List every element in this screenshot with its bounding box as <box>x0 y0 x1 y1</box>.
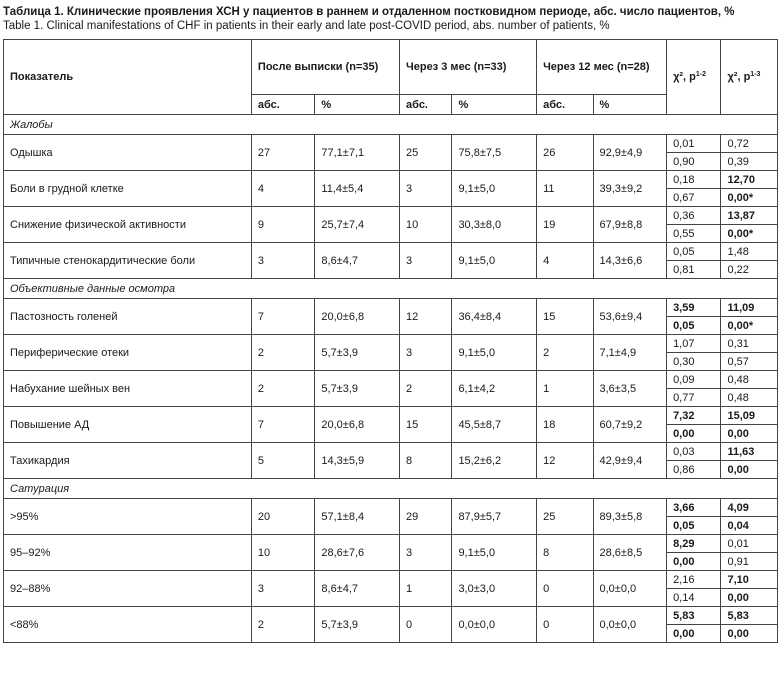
p-value-1-2: 0,05 <box>667 317 721 335</box>
pct-after: 77,1±7,1 <box>315 135 400 171</box>
table-row <box>4 207 778 225</box>
table-caption <box>3 0 778 33</box>
header-abs-3: абс. <box>537 95 593 115</box>
pct-3m: 75,8±7,5 <box>452 135 537 171</box>
pct-3m: 15,2±6,2 <box>452 443 537 479</box>
header-12-months: Через 12 мес (n=28) <box>537 40 667 95</box>
table-row <box>4 299 778 317</box>
chi2-1-2: 0,18 <box>667 171 721 189</box>
abs-3m: 1 <box>400 571 452 607</box>
chi2-1-3: 15,09 <box>721 407 778 425</box>
chi2-1-3: 4,09 <box>721 499 778 517</box>
p-value-1-3: 0,04 <box>721 517 778 535</box>
table-row <box>4 171 778 189</box>
pct-3m: 3,0±3,0 <box>452 571 537 607</box>
chi2-1-3: 0,72 <box>721 135 778 153</box>
table-row <box>4 571 778 589</box>
chi2-1-2: 1,07 <box>667 335 721 353</box>
p-value-1-2: 0,90 <box>667 153 721 171</box>
chi2-1-2: 0,36 <box>667 207 721 225</box>
header-indicator: Показатель <box>4 40 252 115</box>
chi2-1-2: 3,66 <box>667 499 721 517</box>
p-value-1-2: 0,14 <box>667 589 721 607</box>
pct-3m: 9,1±5,0 <box>452 335 537 371</box>
p-value-1-3: 0,00 <box>721 425 778 443</box>
header-abs-1: абс. <box>251 95 314 115</box>
p-value-1-2: 0,86 <box>667 461 721 479</box>
caption-en: Table 1. Clinical manifestations of CHF in patients in their early and late post-COVID period, abs. number of patients, % <box>3 20 610 32</box>
header-chi-1-2-sup: 1-2 <box>695 71 707 78</box>
pct-12m: 0,0±0,0 <box>593 571 667 607</box>
abs-12m: 15 <box>537 299 593 335</box>
clinical-table <box>3 39 778 643</box>
section-title: Жалобы <box>4 115 778 135</box>
abs-3m: 3 <box>400 243 452 279</box>
header-chi-1-3-text: χ², p <box>727 71 751 83</box>
pct-after: 28,6±7,6 <box>315 535 400 571</box>
chi2-1-3: 0,01 <box>721 535 778 553</box>
row-name: Набухание шейных вен <box>4 371 252 407</box>
p-value-1-3: 0,00* <box>721 225 778 243</box>
pct-12m: 89,3±5,8 <box>593 499 667 535</box>
abs-after: 20 <box>251 499 314 535</box>
chi2-1-2: 0,01 <box>667 135 721 153</box>
pct-after: 8,6±4,7 <box>315 243 400 279</box>
pct-12m: 14,3±6,6 <box>593 243 667 279</box>
chi2-1-3: 1,48 <box>721 243 778 261</box>
row-name: Тахикардия <box>4 443 252 479</box>
table-row <box>4 535 778 553</box>
p-value-1-3: 0,48 <box>721 389 778 407</box>
pct-3m: 30,3±8,0 <box>452 207 537 243</box>
abs-after: 9 <box>251 207 314 243</box>
chi2-1-3: 12,70 <box>721 171 778 189</box>
abs-after: 7 <box>251 299 314 335</box>
abs-12m: 19 <box>537 207 593 243</box>
abs-12m: 26 <box>537 135 593 171</box>
abs-12m: 18 <box>537 407 593 443</box>
chi2-1-2: 5,83 <box>667 607 721 625</box>
p-value-1-2: 0,81 <box>667 261 721 279</box>
pct-3m: 87,9±5,7 <box>452 499 537 535</box>
chi2-1-2: 8,29 <box>667 535 721 553</box>
chi2-1-3: 13,87 <box>721 207 778 225</box>
pct-12m: 42,9±9,4 <box>593 443 667 479</box>
abs-12m: 8 <box>537 535 593 571</box>
section-row <box>4 279 778 299</box>
p-value-1-3: 0,00* <box>721 189 778 207</box>
row-name: >95% <box>4 499 252 535</box>
chi2-1-3: 0,48 <box>721 371 778 389</box>
abs-3m: 12 <box>400 299 452 335</box>
chi2-1-2: 3,59 <box>667 299 721 317</box>
p-value-1-3: 0,91 <box>721 553 778 571</box>
pct-after: 5,7±3,9 <box>315 335 400 371</box>
section-title: Сатурация <box>4 479 778 499</box>
p-value-1-2: 0,67 <box>667 189 721 207</box>
pct-12m: 67,9±8,8 <box>593 207 667 243</box>
abs-after: 4 <box>251 171 314 207</box>
p-value-1-3: 0,00 <box>721 589 778 607</box>
abs-12m: 11 <box>537 171 593 207</box>
chi2-1-3: 7,10 <box>721 571 778 589</box>
abs-3m: 3 <box>400 535 452 571</box>
row-name: 95–92% <box>4 535 252 571</box>
p-value-1-3: 0,57 <box>721 353 778 371</box>
section-title: Объективные данные осмотра <box>4 279 778 299</box>
pct-after: 20,0±6,8 <box>315 407 400 443</box>
row-name: <88% <box>4 607 252 643</box>
table-row <box>4 335 778 353</box>
chi2-1-2: 2,16 <box>667 571 721 589</box>
abs-after: 5 <box>251 443 314 479</box>
abs-3m: 29 <box>400 499 452 535</box>
abs-12m: 4 <box>537 243 593 279</box>
row-name: Снижение физической активности <box>4 207 252 243</box>
row-name: Периферические отеки <box>4 335 252 371</box>
caption-ru: Таблица 1. Клинические проявления ХСН у пациентов в раннем и отдаленном постковидном периоде, абс. число пациентов, % <box>3 6 735 18</box>
abs-after: 27 <box>251 135 314 171</box>
table-figure <box>3 0 778 643</box>
chi2-1-3: 11,63 <box>721 443 778 461</box>
abs-3m: 25 <box>400 135 452 171</box>
abs-12m: 25 <box>537 499 593 535</box>
chi2-1-2: 0,03 <box>667 443 721 461</box>
header-chi-1-2 <box>667 40 721 115</box>
p-value-1-2: 0,30 <box>667 353 721 371</box>
abs-3m: 8 <box>400 443 452 479</box>
table-row <box>4 607 778 625</box>
pct-after: 5,7±3,9 <box>315 607 400 643</box>
pct-3m: 36,4±8,4 <box>452 299 537 335</box>
row-name: Типичные стенокардитические боли <box>4 243 252 279</box>
pct-after: 25,7±7,4 <box>315 207 400 243</box>
table-row <box>4 443 778 461</box>
abs-12m: 0 <box>537 607 593 643</box>
section-row <box>4 479 778 499</box>
abs-after: 2 <box>251 335 314 371</box>
table-row <box>4 499 778 517</box>
abs-3m: 15 <box>400 407 452 443</box>
chi2-1-3: 0,31 <box>721 335 778 353</box>
pct-after: 14,3±5,9 <box>315 443 400 479</box>
pct-after: 57,1±8,4 <box>315 499 400 535</box>
header-3-months: Через 3 мес (n=33) <box>400 40 537 95</box>
pct-after: 8,6±4,7 <box>315 571 400 607</box>
row-name: 92–88% <box>4 571 252 607</box>
table-row <box>4 135 778 153</box>
row-name: Пастозность голеней <box>4 299 252 335</box>
header-pct-1: % <box>315 95 400 115</box>
p-value-1-3: 0,00 <box>721 625 778 643</box>
header-abs-2: абс. <box>400 95 452 115</box>
pct-after: 11,4±5,4 <box>315 171 400 207</box>
table-row <box>4 243 778 261</box>
header-after-discharge: После выписки (n=35) <box>251 40 399 95</box>
row-name: Боли в грудной клетке <box>4 171 252 207</box>
table-row <box>4 407 778 425</box>
pct-3m: 9,1±5,0 <box>452 171 537 207</box>
abs-12m: 1 <box>537 371 593 407</box>
chi2-1-2: 0,05 <box>667 243 721 261</box>
abs-3m: 0 <box>400 607 452 643</box>
abs-3m: 3 <box>400 335 452 371</box>
chi2-1-3: 5,83 <box>721 607 778 625</box>
abs-3m: 3 <box>400 171 452 207</box>
pct-12m: 3,6±3,5 <box>593 371 667 407</box>
abs-12m: 0 <box>537 571 593 607</box>
header-pct-2: % <box>452 95 537 115</box>
p-value-1-2: 0,00 <box>667 425 721 443</box>
abs-3m: 10 <box>400 207 452 243</box>
abs-after: 3 <box>251 571 314 607</box>
p-value-1-2: 0,55 <box>667 225 721 243</box>
p-value-1-3: 0,00* <box>721 317 778 335</box>
chi2-1-2: 7,32 <box>667 407 721 425</box>
header-chi-1-3-sup: 1-3 <box>750 71 761 78</box>
pct-3m: 6,1±4,2 <box>452 371 537 407</box>
p-value-1-2: 0,77 <box>667 389 721 407</box>
p-value-1-3: 0,39 <box>721 153 778 171</box>
abs-after: 2 <box>251 607 314 643</box>
pct-after: 5,7±3,9 <box>315 371 400 407</box>
pct-after: 20,0±6,8 <box>315 299 400 335</box>
abs-3m: 2 <box>400 371 452 407</box>
pct-12m: 28,6±8,5 <box>593 535 667 571</box>
pct-12m: 53,6±9,4 <box>593 299 667 335</box>
p-value-1-3: 0,00 <box>721 461 778 479</box>
header-pct-3: % <box>593 95 667 115</box>
chi2-1-3: 11,09 <box>721 299 778 317</box>
p-value-1-3: 0,22 <box>721 261 778 279</box>
header-chi-1-2-text: χ², p <box>673 71 696 83</box>
p-value-1-2: 0,05 <box>667 517 721 535</box>
abs-after: 7 <box>251 407 314 443</box>
pct-12m: 60,7±9,2 <box>593 407 667 443</box>
abs-after: 3 <box>251 243 314 279</box>
header-chi-1-3 <box>721 40 778 115</box>
pct-12m: 92,9±4,9 <box>593 135 667 171</box>
pct-12m: 7,1±4,9 <box>593 335 667 371</box>
pct-3m: 9,1±5,0 <box>452 243 537 279</box>
pct-12m: 0,0±0,0 <box>593 607 667 643</box>
pct-3m: 45,5±8,7 <box>452 407 537 443</box>
chi2-1-2: 0,09 <box>667 371 721 389</box>
abs-after: 2 <box>251 371 314 407</box>
abs-12m: 2 <box>537 335 593 371</box>
row-name: Одышка <box>4 135 252 171</box>
abs-12m: 12 <box>537 443 593 479</box>
pct-3m: 9,1±5,0 <box>452 535 537 571</box>
abs-after: 10 <box>251 535 314 571</box>
table-row <box>4 371 778 389</box>
section-row <box>4 115 778 135</box>
pct-12m: 39,3±9,2 <box>593 171 667 207</box>
p-value-1-2: 0,00 <box>667 553 721 571</box>
pct-3m: 0,0±0,0 <box>452 607 537 643</box>
row-name: Повышение АД <box>4 407 252 443</box>
p-value-1-2: 0,00 <box>667 625 721 643</box>
